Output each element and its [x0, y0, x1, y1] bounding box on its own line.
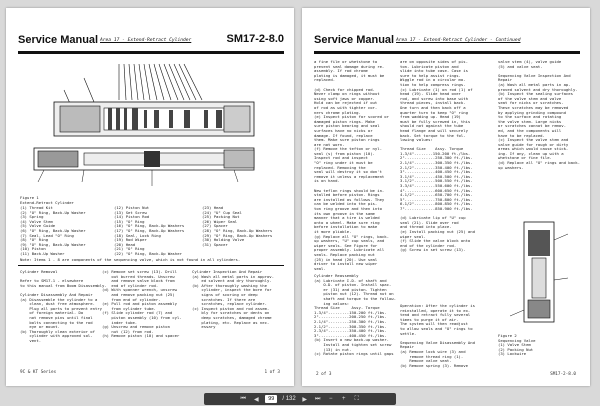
body-col1: Cylinder Removal Refer to SM17-1 - elsewhere to this manual from Boom Disassembly. Cylinder Disassembly And Repair (a) Disassemble the cylinder to a clean, dust free atmosphere. Plug all ports to prevent entry of foreign material. Do not remove pins until final bolts connecting to the rod eye or mount. (b) Thoroughly clean exterior of cylinder with approved sol- vent.	[20, 269, 107, 343]
header-number: SM17-2-8.0	[226, 33, 284, 45]
page-header	[314, 28, 580, 54]
parts-list-col3: (23) Head (24) "U" Cup Seal (25) Packing Nut (26) Wiper Seal (27) Spacer (28) "O" Ring, Back-Up Washers (29) "O" Ring, Back-Up Washers (30) Holding Valve (31) Spacer	[202, 205, 273, 247]
prev-page-icon[interactable]: ◀	[253, 396, 259, 403]
body-col3: valve stem (4), valve guide (5) and valve seat. Sequencing Valve Inspection And Repair (a) Wash all metal parts in ap- proved solvent and dry thoroughly. (b) Inspect the sealing surfaces of the valve stem and valve seat for nicks or scratches. These scratches may be removed by applying grinding compound to the surface and rotating the valve stem. Large nicks or scratches cannot be remov- ed, and the components will have to be replaced. (c) Inspect the valve stem and valve guide for rough or dirty areas which would cause stick- ing. If any, clean up with a whetstone or fine file. (d) Replace all "O" rings and back- up washers.	[498, 59, 580, 170]
header-title: Service Manual	[18, 34, 99, 46]
footer-left: 9C & KT Series	[20, 370, 57, 375]
fullscreen-icon[interactable]: ⛶	[354, 395, 359, 402]
first-page-icon[interactable]: ⏮	[240, 395, 246, 402]
footer-right: 1 of 3	[264, 370, 280, 375]
body-col3: Cylinder Inspection And Repair (a) Wash all metal parts in approv- ed solvent and dry thoroughly. (b) After thoroughly washing the cylinder, inspect the bore for signs of scoring or deep scratches. If there are scratches, replace cylinder. (c) Inspect piston and rod assem- bly for scratches or dents on deep scratches, damaged chrome plating, etc. Replace as nec- essary	[192, 269, 274, 330]
footer-left: 2 of 3	[316, 372, 332, 377]
items-note: Note: Items 1 - 8 are components of the sequencing valve, which is not found in all cylinders.	[20, 257, 241, 262]
viewer-toolbar	[204, 393, 396, 405]
footer-right: SM17-2-8.0	[550, 372, 576, 377]
body-col2: (c) Remove set screw (13). Drill out burred threads. Unscrew and remove valve block from end of cylinder rod. (d) With spanner wrench, unscrew and remove packing nut (25) from end of cylinder. (e) Pull rod and piston assembly from cylinder tube. (f) Slide cylinder rod (7) and piston assembly (10) from cyl- inder tube. (g) Unscrew and remove piston nut (12) from rod. (h) Remove piston (10) and spacer	[102, 269, 182, 339]
header-subtitle: Area 17 - Extend-Retract Cylinder - Continued	[396, 38, 521, 43]
body-col1-reassembly: Cylinder Reassembly (a) Lubricate I.D. of shaft and O.D. of piston. Install spac- er (31) and piston. Tighten piston nut (12). Thread nut on shaft and torque to the follow- ing values: Thread Size Assy. Torque 1-3/4".........150-200 ft./lbs. 2".............200-250 ft./lbs. 2-1/4".........250-300 ft./lbs. 2-1/2".........300-350 ft./lbs. 2-3/4".........350-400 ft./lbs. 3".............400-450 ft./lbs. (b) Insert a new back-up washer. Install and tighten set screw (13) in nut. (c) Rotate piston rings until gaps	[314, 273, 396, 357]
figure-caption: Figure 1 Extend-Retract Cylinder	[20, 195, 74, 205]
header-subtitle: Area 17 - Extend-Retract Cylinder	[100, 38, 192, 43]
page-total: / 132	[282, 396, 296, 402]
page-header	[18, 28, 284, 54]
cylinder-diagram	[24, 60, 274, 190]
zoom-in-icon[interactable]: +	[341, 396, 346, 402]
document-page-2	[302, 8, 590, 386]
body-col1: a fine file or whetstone to prevent seal damage during re- assembly. If rod chrome plating is damaged, it must be replaced. (d) Check for chipped rod. Never clamp on rings without using soft jaws or copper. Hold can be rejected if out of rod as with tighter cor- ners chrome plating. (e) Inspect piston for scored or damaged piston rings. Make sure piston bearing and seal surfaces have no nicks or damage. If found, replace them. Make sure piston rings are not worn. (f) Remove the tefton or nyl- seal (s) from piston (10). Inspect rod and inspect "O" ring under it must be replaced. Removing the seal will destroy it so don't remove it unless a replacement is on hand. New teflon rings should be in- stalled before piston. Rings are installed as follows. They can be welded into the pis- ton ring groove and then into its own groove in the same manner that a tire is welded onto a wheel. Make sure ring before installation to make it more pliable. (g) Replace all "O" rings, back- up washers, "U" cup seals, and wiper seals. See Figure for proper assembly. Lubricate all seals. Replace packing nut (25) in head (20). Use seal driver to install new wiper seal.	[314, 59, 389, 271]
page-number-input[interactable]: 99	[265, 395, 277, 403]
parts-list-col2: (12) Piston Nut (13) Set Screw (14) Piston Rod (15) "O" Ring (16) "O" Ring, Back-Up Washers (17) "O" Ring, Back-Up Washers (18) Seal, Lock Ring (19) Rod Wiper (20) Head (21) "O" Ring (22) "O" Ring, Back-Up Washer	[114, 205, 185, 256]
header-title: Service Manual	[314, 34, 395, 46]
zoom-out-icon[interactable]: −	[328, 396, 333, 402]
parts-list-col1: (1) Thread Kit (2) "O" Ring, Back-Up Washer (3) Spring (4) Valve Stem (5) Valve Guide (6) "O" Ring, Back-Up Washer (7) Seal, Lead "O" Ring (8) "O" Ring (9) "O" Ring, Back-Up Washer (10) Piston (11) Back-Up Washer	[20, 205, 86, 256]
next-page-icon[interactable]: ▶	[302, 396, 308, 403]
last-page-icon[interactable]: ⏭	[315, 395, 321, 402]
figure2-caption: Figure 2 Sequencing Valve (1) Valve Stem (2) Packing Nut (3) Lockwire	[498, 333, 536, 357]
body-col2: are on opposite sides of pis- ton. Lubricate piston and slide into tube case. Case is sure to help assist rings. Wiggle rod in a circular mo- tion to help compress rings. (c) Lubricate (1) on rod (1) of head (19). Slide head over rod, and screw into base with thread pieces, install back. One turn and then back off a quarter turn to keep "O" ring from wadding up. Head (19) must be fully screwed in, this should not against the tube head flange and will securely back. Set torque to the fol- lowing values: Thread Size Assy. Torque 1-3/4"........150-200 ft./lbs. 2".............250-300 ft./lbs. 2-1/4".........300-350 ft./lbs. 2-1/2".........350-400 ft./lbs. 3".............400-450 ft./lbs. 3-1/4".........450-500 ft./lbs. 3-1/2".........500-550 ft./lbs. 3-3/4".........550-600 ft./lbs. 4".............600-650 ft./lbs. 4-1/2".........650-700 ft./lbs. 5".............750-800 ft./lbs. 6-1/2".........800-850 ft./lbs. 7".............850-900 ft./lbs. (d) Lubricate lip of "U" cup seal (21). Slide over rod and thread into place. (e) Install packing nut (25) and wiper seal. (f) Slide the valve block onto end of the cylinder rod. (g) Screw in set screw (13).	[400, 59, 475, 253]
sequencing-valve-diagram	[504, 220, 574, 330]
document-page-1	[6, 8, 294, 386]
body-col2-operation: Operation: After the cylinder is reinstalled, operate it to ex- tend and retract fully several times to purge it of air. The system will then readjust to allow seals and "O" rings to settle. Sequencing Valve Disassembly And Repair (a) Remove lock wire (3) and remove thread ring (1). Remove valve seat. (b) Remove spring (3). Remove	[400, 303, 475, 368]
